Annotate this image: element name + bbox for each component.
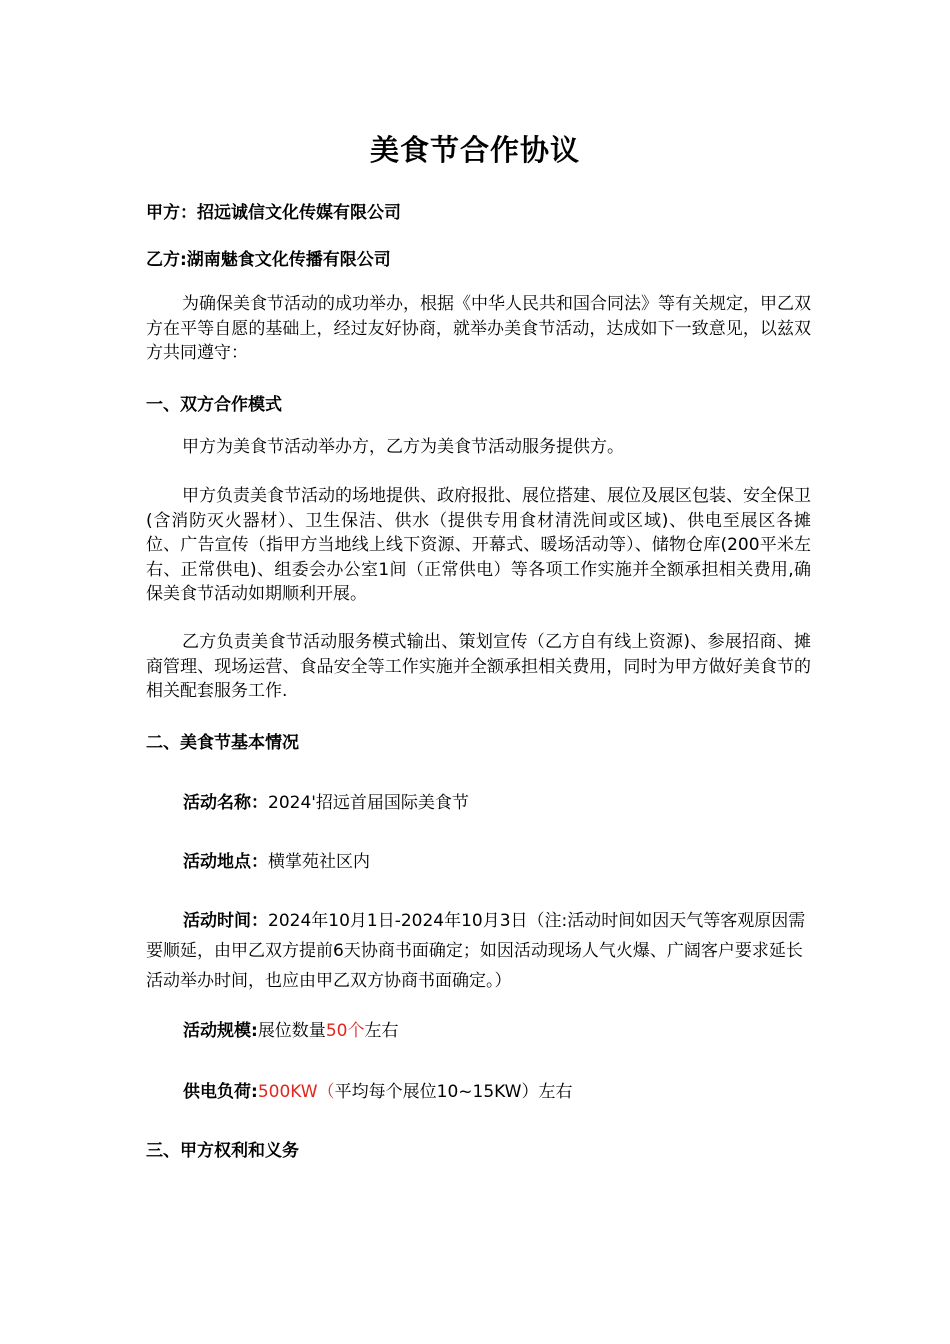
section-1-paragraph-1: 甲方为美食节活动举办方，乙方为美食节活动服务提供方。 bbox=[182, 437, 624, 457]
section-3-heading: 三、甲方权利和义务 bbox=[146, 1141, 299, 1161]
event-time-label: 活动时间： bbox=[183, 911, 268, 931]
event-scale-prefix: 展位数量 bbox=[257, 1021, 326, 1041]
event-scale-field bbox=[183, 1016, 398, 1041]
preamble-paragraph: 为确保美食节活动的成功举办，根据《中华人民共和国合同法》等有关规定，甲乙双方在平等自愿的基础上，经过友好协商，就举办美食节活动，达成如下一致意见，以兹双方共同遵守： bbox=[146, 294, 811, 363]
event-place-value: 横掌苑社区内 bbox=[268, 852, 370, 872]
event-scale-label: 活动规模: bbox=[183, 1021, 258, 1041]
power-load-value: 500KW（ bbox=[257, 1082, 335, 1102]
power-load-label: 供电负荷: bbox=[183, 1082, 258, 1102]
event-name-value: 2024'招远首届国际美食节 bbox=[268, 793, 469, 813]
event-name-field bbox=[183, 788, 469, 813]
document-title: 美食节合作协议 bbox=[369, 133, 580, 167]
event-time-value: 2024年10月1日-2024年10月3日（注:活动时间如因天气等客观原因需要顺延，由甲乙双方提前6天协商书面确定；如因活动现场人气火爆、广阔客户要求延长活动举办时间，也应由甲乙双方协商书面确定。） bbox=[146, 911, 806, 991]
party-a-line: 甲方：招远诚信文化传媒有限公司 bbox=[146, 203, 401, 223]
event-name-label: 活动名称： bbox=[183, 793, 268, 813]
event-scale-count: 50个 bbox=[325, 1021, 365, 1041]
section-1-paragraph-3: 乙方负责美食节活动服务模式输出、策划宣传（乙方自有线上资源)、参展招商、摊商管理、现场运营、食品安全等工作实施并全额承担相关费用，同时为甲方做好美食节的相关配套服务工作. bbox=[146, 632, 811, 701]
event-time-field bbox=[146, 906, 811, 996]
section-2-heading: 二、美食节基本情况 bbox=[146, 733, 299, 753]
section-1-paragraph-2: 甲方负责美食节活动的场地提供、政府报批、展位搭建、展位及展区包装、安全保卫(含消防灭火器材）、卫生保洁、供水（提供专用食材清洗间或区域)、供电至展区各摊位、广告宣传（指甲方当地线上线下资源、开幕式、暖场活动等）、储物仓库(200平米左右、正常供电)、组委会办公室1间（正常供电）等各项工作实施并全额承担相关费用,确保美食节活动如期顺利开展。 bbox=[146, 486, 811, 604]
event-scale-suffix: 左右 bbox=[364, 1021, 399, 1041]
power-load-field bbox=[183, 1077, 572, 1102]
event-place-label: 活动地点： bbox=[183, 852, 268, 872]
section-1-heading: 一、双方合作模式 bbox=[146, 395, 282, 415]
party-b-line: 乙方:湖南魅食文化传播有限公司 bbox=[146, 250, 391, 270]
power-load-suffix: 平均每个展位10~15KW）左右 bbox=[334, 1082, 573, 1102]
event-place-field bbox=[183, 847, 370, 872]
